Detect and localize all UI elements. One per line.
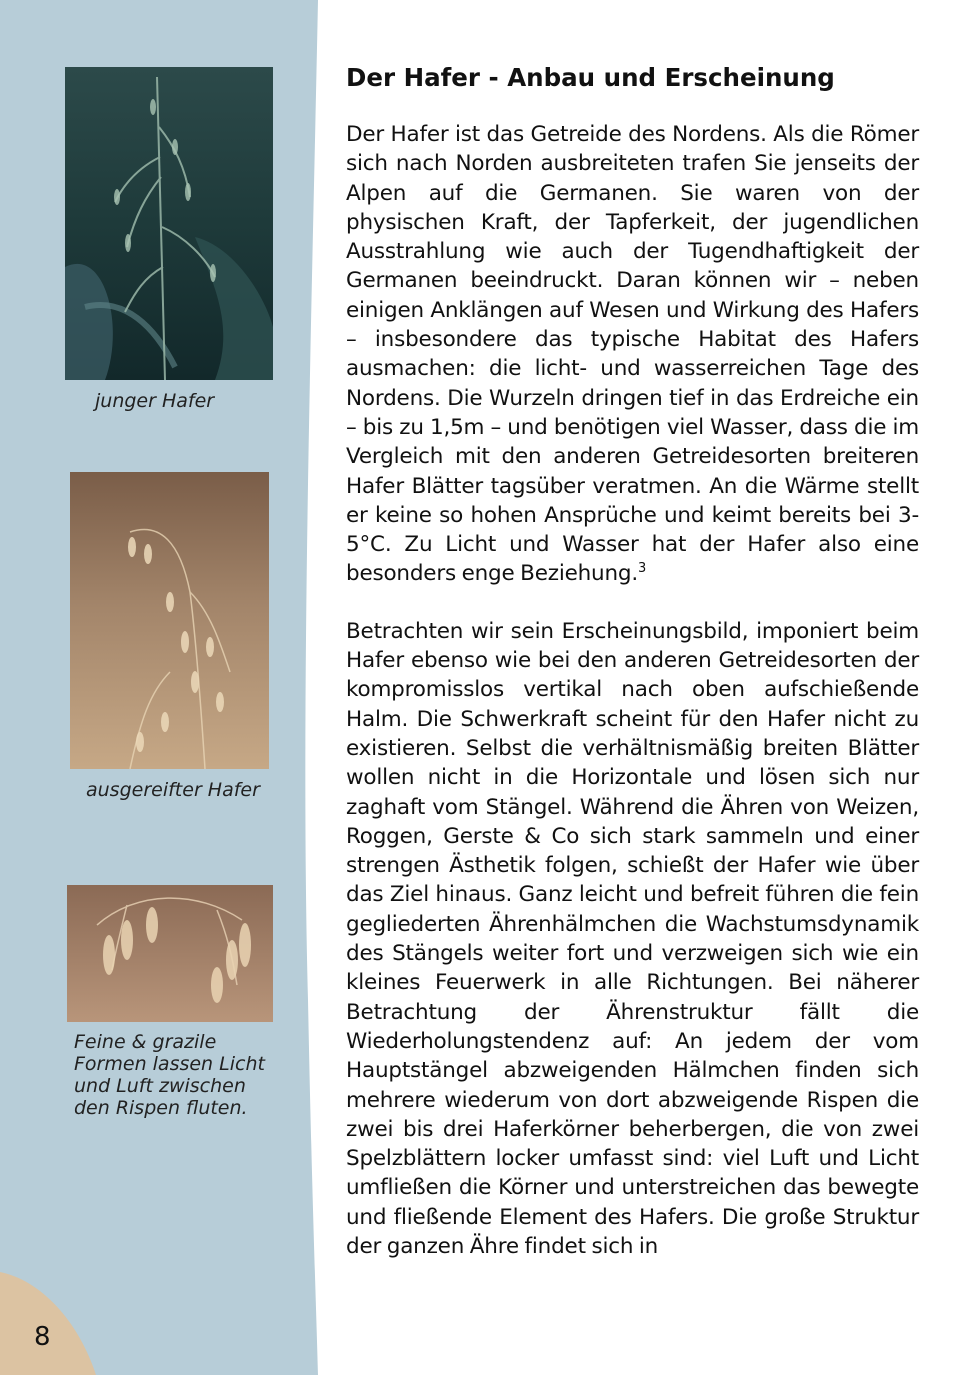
caption-line: und Luft zwischen xyxy=(74,1075,246,1097)
footnote-reference: 3 xyxy=(638,561,647,577)
article-body xyxy=(346,62,919,1261)
article-paragraph: Betrachten wir sein Erscheinungsbild, imponiert beim Hafer ebenso wie bei den anderen Getreidesorten der kompromisslos vertikal nach oben aufschießende Halm. Die Schwerkraft scheint für den Hafer nicht zu existieren. Selbst die verhältnismäßig breiten Blätter wollen nicht in die Horizontale und lösen sich nur zaghaft vom Stängel. Während die Ähren von Weizen, Roggen, Gerste & Co sich stark sammeln und einer strengen Ästhetik folgen, schießt der Hafer wie über das Ziel hinaus. Ganz leicht und befreit führen die fein gegliederten Ährenhälmchen die Wachstumsdynamik des Stängels weiter fort und verzweigen sich wie ein kleines Feuerwerk in alle Richtungen. Bei näherer Betrachtung der Ährenstruktur fällt die Wiederholungstendenz auf: An jedem der vom Hauptstängel abzweigenden Hälmchen finden sich mehrere wiederum von dort abzweigende Rispen die zwei bis drei Haferkörner beherbergen, die von zwei Spelzblättern locker umfasst sind: viel Luft und Licht umfließen die Körner und unterstreichen das bewegte und fließende Element des Hafers. Die große Struktur der ganzen Ähre findet sich in xyxy=(346,618,919,1259)
ripe-oat-caption: ausgereifter Hafer xyxy=(86,779,260,801)
young-oat-caption: junger Hafer xyxy=(95,390,215,412)
caption-line: Formen lassen Licht xyxy=(74,1053,265,1075)
caption-line: den Rispen fluten. xyxy=(74,1097,248,1119)
caption-line: Feine & grazile xyxy=(74,1031,217,1053)
oat-panicle-caption xyxy=(74,1031,274,1119)
ripe-oat-photo xyxy=(70,472,269,769)
paragraph-text: Der Hafer ist das Getreide des Nordens. Als die Römer sich nach Norden ausbreiteten trafen Sie jenseits der Alpen auf die Germanen. Sie waren von der physischen Kraft, der Tapferkeit, der jugendlichen Ausstrahlung wie auch der Tugendhaftigkeit der Germanen beeindruckt. Daran können wir – neben einigen Anklängen auf Wesen und Wirkung des Hafers – insbesondere das typische Habitat des Hafers ausmachen: die licht- und wasserreichen Tage des Nordens. Die Wurzeln dringen tief in das Erdreiche ein – bis zu 1,5m – und benötigen viel Wasser, dass die im Vergleich mit den anderen Getreidesorten breiteren Hafer Blätter tagsüber veratmen. An die Wärme stellt er keine so hohen Ansprüche und keimt bereits bei 3-5°C. Zu Licht und Wasser hat der Hafer also eine besonders enge Beziehung. xyxy=(346,122,919,587)
oat-panicle-photo xyxy=(67,885,273,1022)
article-paragraph xyxy=(346,120,919,589)
young-oat-photo xyxy=(65,67,273,380)
article-heading: Der Hafer - Anbau und Erscheinung xyxy=(346,63,835,92)
page-number: 8 xyxy=(34,1322,51,1352)
